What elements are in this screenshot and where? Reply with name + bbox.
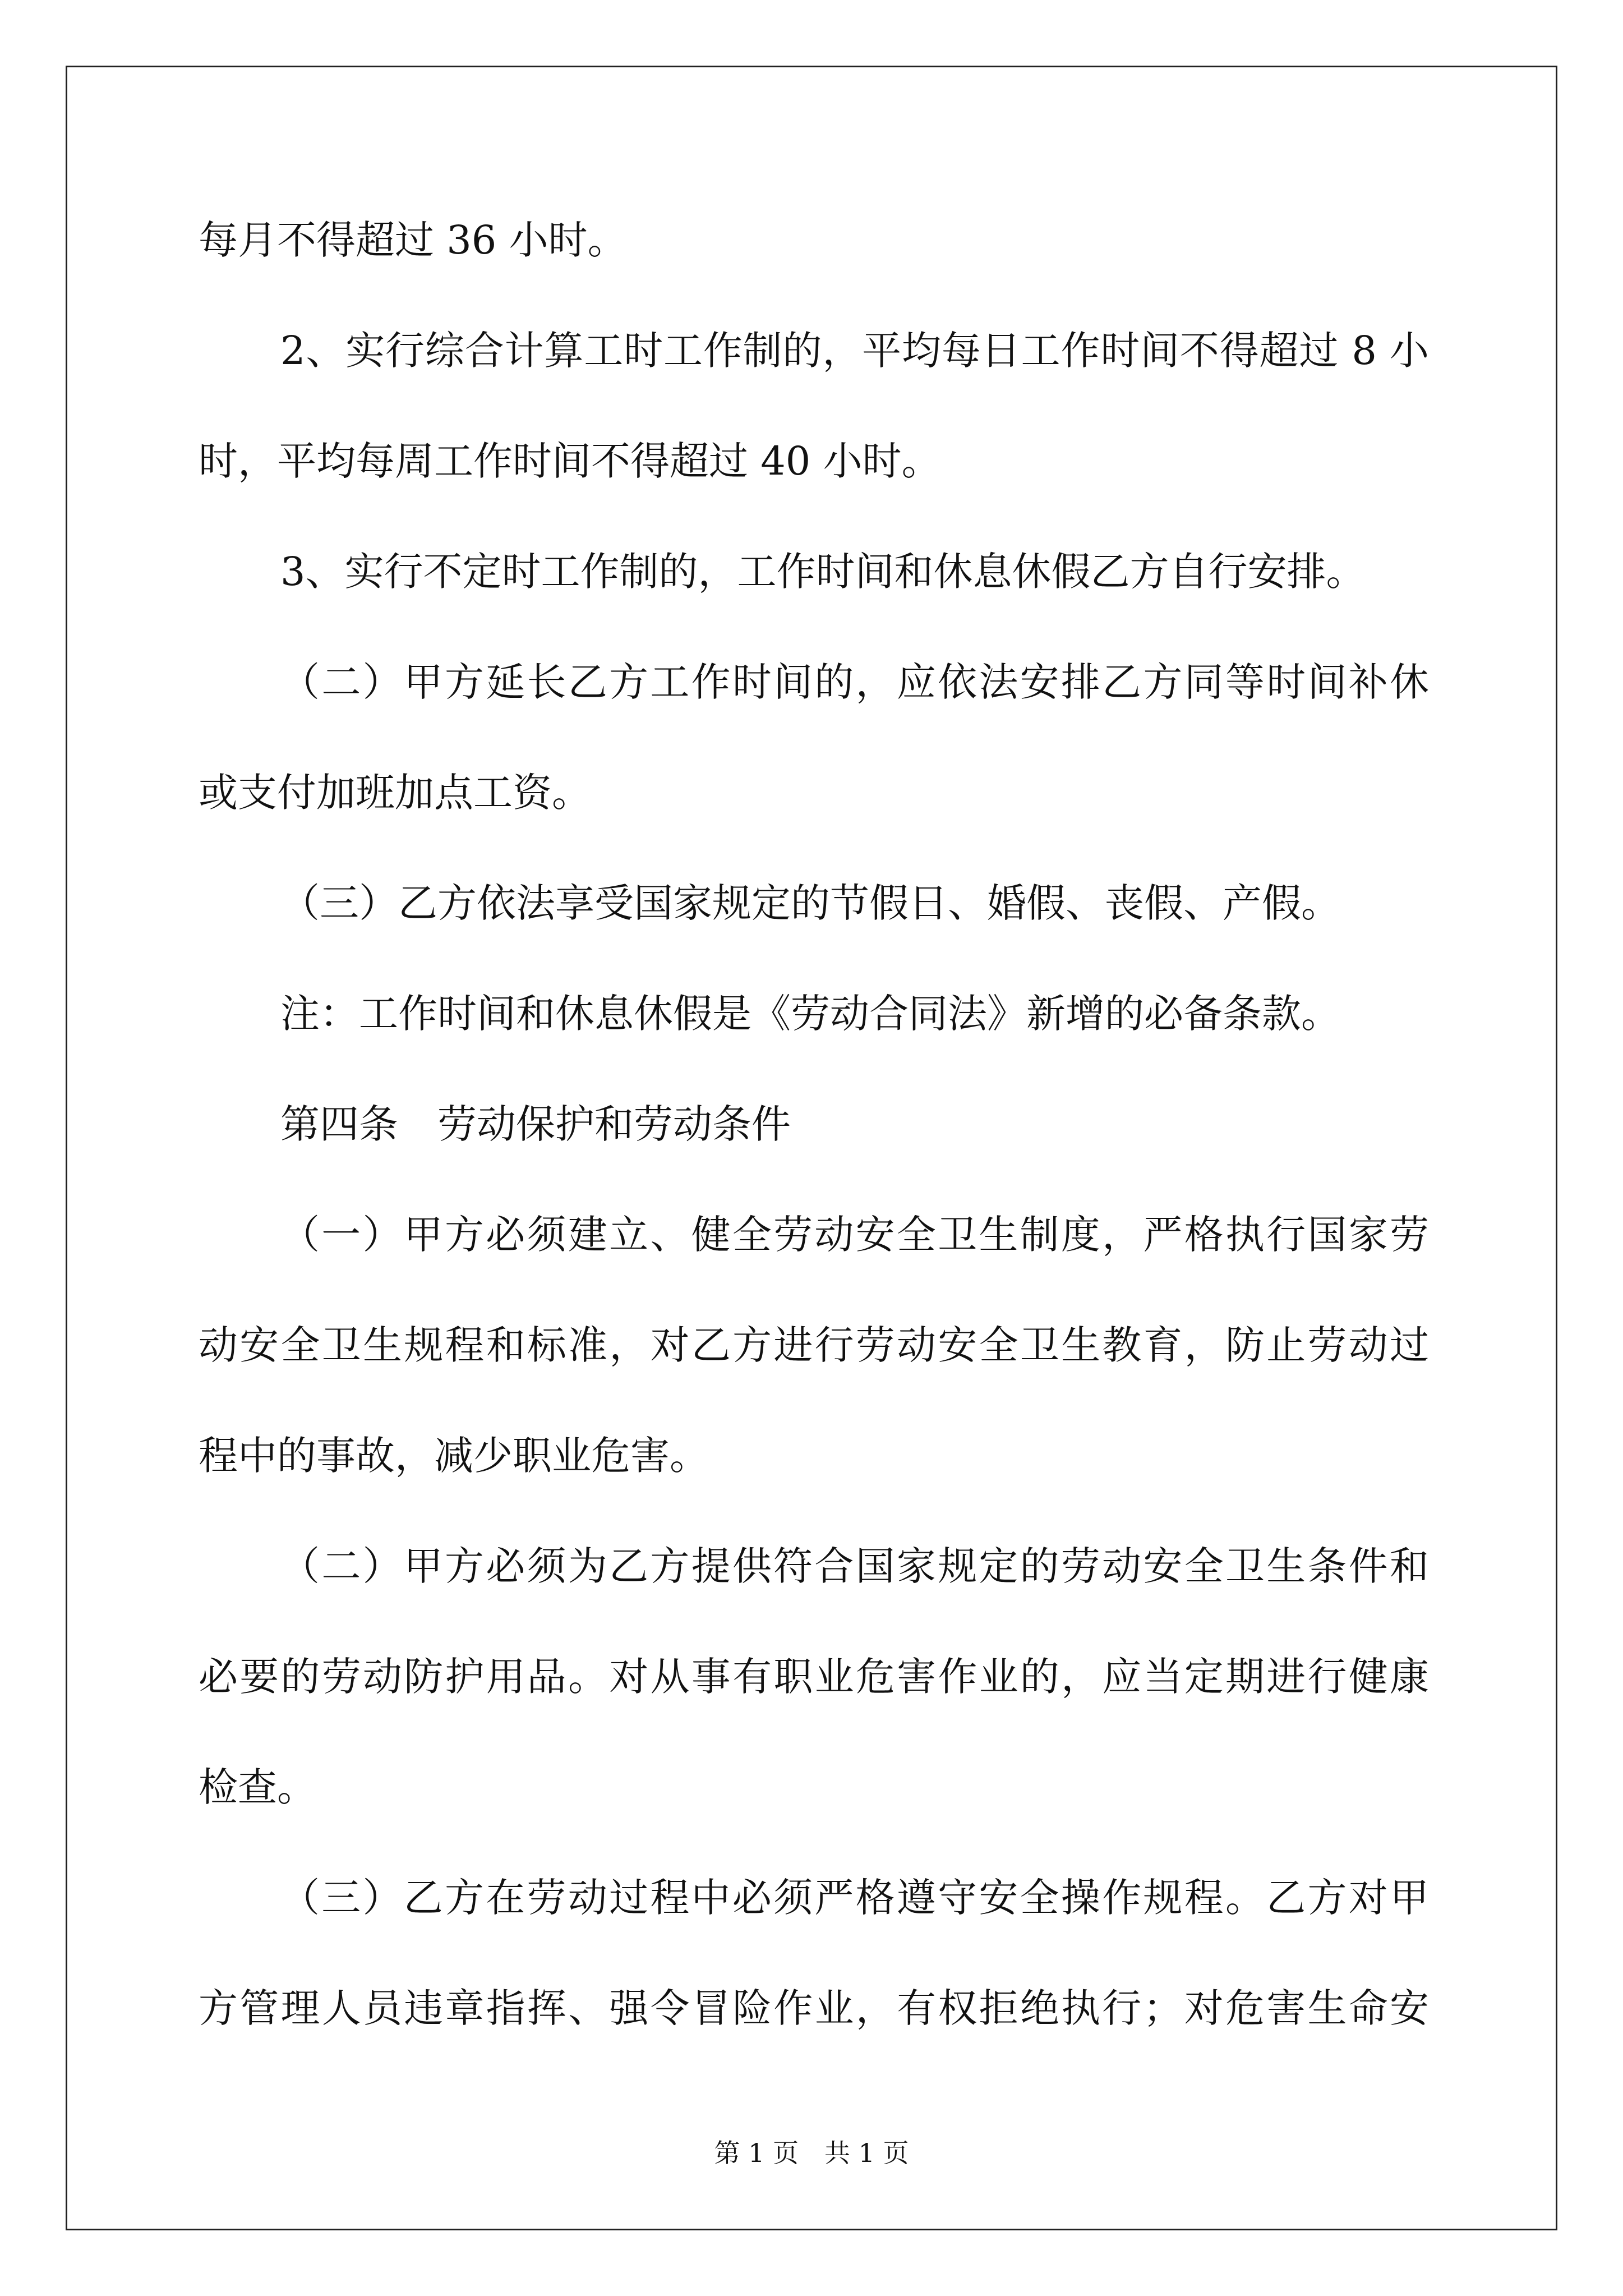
text-line-12: 程中的事故，减少职业危害。	[199, 1433, 709, 1479]
text-line-15: 检查。	[199, 1764, 316, 1810]
text-line-8: 注：工作时间和休息休假是《劳动合同法》新增的必备条款。	[280, 991, 1340, 1037]
text-line-16: （三）乙方在劳动过程中必须严格遵守安全操作规程。乙方对甲	[280, 1875, 1429, 1921]
text-line-6: 或支付加班加点工资。	[199, 770, 591, 816]
text-line-17: 方管理人员违章指挥、强令冒险作业，有权拒绝执行；对危害生命安	[199, 1985, 1429, 2031]
text-line-5: （二）甲方延长乙方工作时间的，应依法安排乙方同等时间补休	[280, 659, 1429, 705]
text-line-13: （二）甲方必须为乙方提供符合国家规定的劳动安全卫生条件和	[280, 1543, 1429, 1589]
text-line-7: （三）乙方依法享受国家规定的节假日、婚假、丧假、产假。	[280, 880, 1340, 926]
text-line-4: 3、实行不定时工作制的，工作时间和休息休假乙方自行安排。	[280, 549, 1366, 595]
text-line-14: 必要的劳动防护用品。对从事有职业危害作业的，应当定期进行健康	[199, 1654, 1429, 1700]
text-line-3: 时，平均每周工作时间不得超过 40 小时。	[199, 438, 941, 484]
page-footer: 第 1 页 共 1 页	[714, 2138, 909, 2168]
text-line-1: 每月不得超过 36 小时。	[199, 217, 627, 263]
text-line-11: 动安全卫生规程和标准，对乙方进行劳动安全卫生教育，防止劳动过	[199, 1322, 1429, 1368]
text-line-2: 2、实行综合计算工时工作制的，平均每日工作时间不得超过 8 小	[280, 328, 1429, 374]
text-line-10: （一）甲方必须建立、健全劳动安全卫生制度，严格执行国家劳	[280, 1212, 1429, 1258]
section-heading: 第四条 劳动保护和劳动条件	[280, 1101, 791, 1147]
